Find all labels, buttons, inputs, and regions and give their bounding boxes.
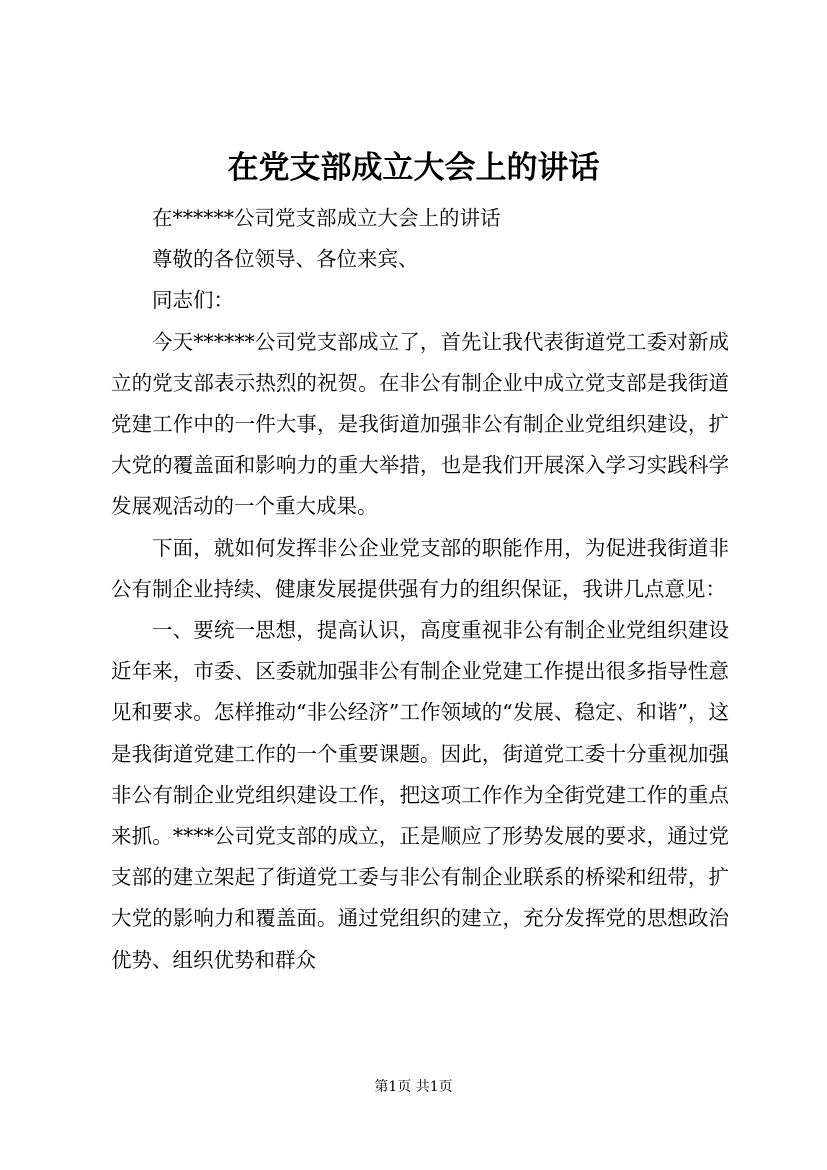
body-paragraph: 今天******公司党支部成立了，首先让我代表街道党工委对新成立的党支部表示热烈的祝贺。在非公有制企业中成立党支部是我街道党建工作中的一件大事，是我街道加强非公有制企业党组织建设，扩大党的覆盖面和影响力的重大举措，也是我们开展深入学习实践科学发展观活动的一个重大成果。	[111, 329, 729, 519]
document-body	[111, 198, 729, 981]
body-paragraph: 下面，就如何发挥非公企业党支部的职能作用，为促进我街道非公有制企业持续、健康发展提供强有力的组织保证，我讲几点意见：	[111, 535, 729, 601]
heading-line: 在******公司党支部成立大会上的讲话	[152, 206, 501, 230]
page-footer: 第1页 共1页	[374, 1079, 453, 1095]
document-title: 在党支部成立大会上的讲话	[227, 150, 600, 186]
body-paragraph: 一、要统一思想，提高认识，高度重视非公有制企业党组织建设近年来，市委、区委就加强非公有制企业党建工作提出很多指导性意见和要求。怎样推动“非公经济”工作领域的“发展、稳定、和谐”，这是我街道党建工作的一个重要课题。因此，街道党工委十分重视加强非公有制企业党组织建设工作，把这项工作作为全街党建工作的重点来抓。****公司党支部的成立，正是顺应了形势发展的要求，通过党支部的建立架起了街道党工委与非公有制企业联系的桥梁和纽带，扩大党的影响力和覆盖面。通过党组织的建立，充分发挥党的思想政治优势、组织优势和群众	[111, 618, 729, 972]
salutation-line: 尊敬的各位领导、各位来宾、	[152, 247, 419, 272]
salutation-line: 同志们：	[152, 288, 234, 313]
